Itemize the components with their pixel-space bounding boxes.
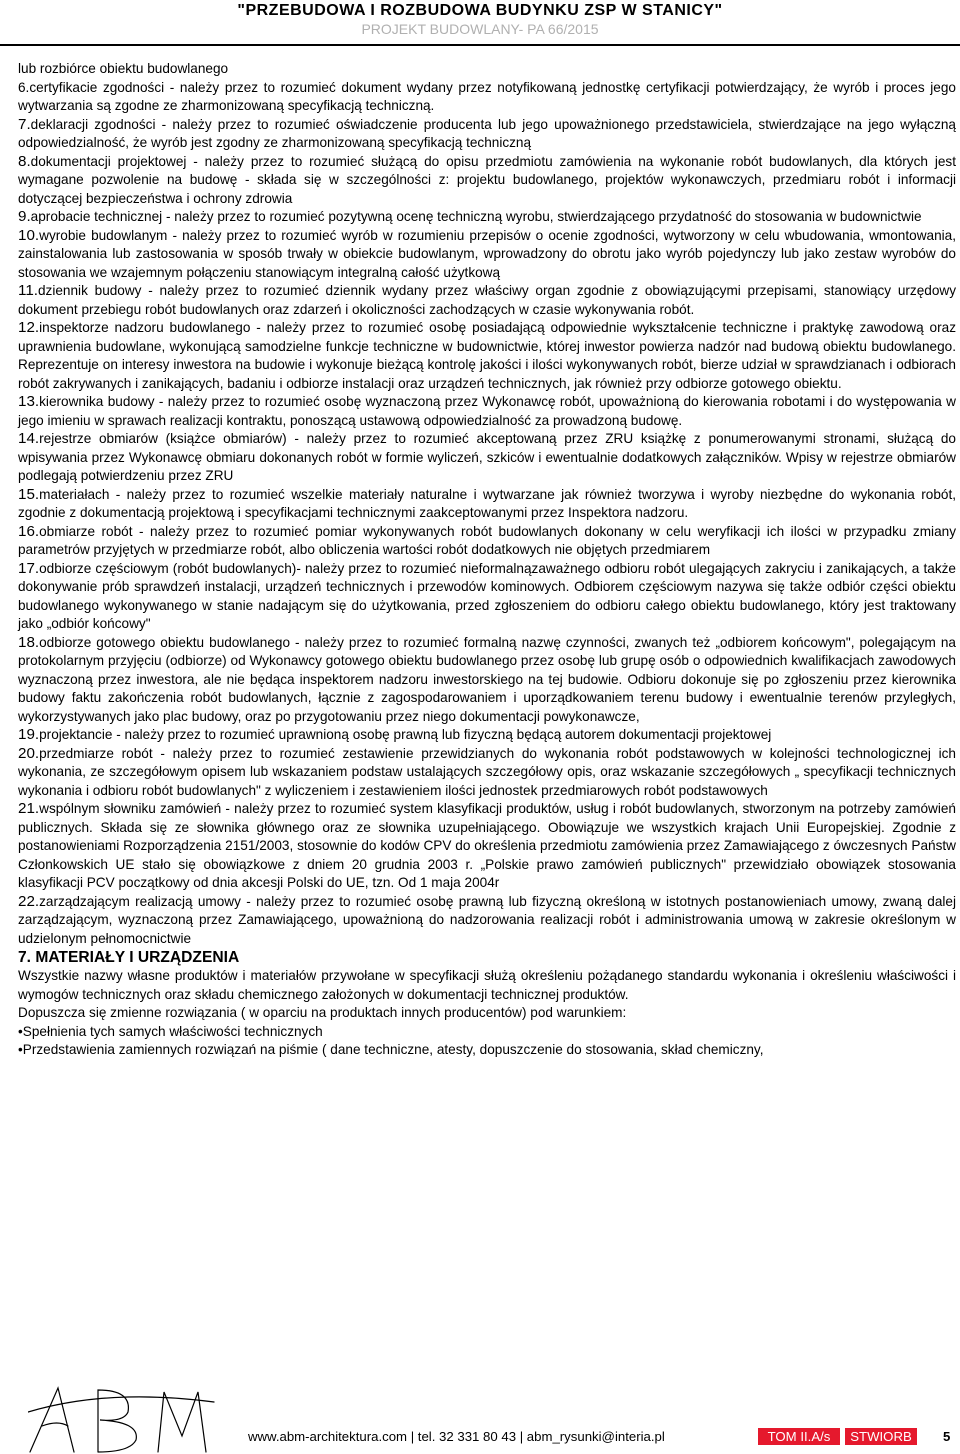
definition-item (18, 208, 956, 227)
definition-text: odbiorze gotowego obiektu budowlanego - należy przez to rozumieć formalną nazwę czynności, zwanych też „odbiorem końcowym", polegającym na protokolarnym przyjęciu (odbiorze) od Wykonawcy gotowego obiektu budowlanego przez osobę lub grupę osób o odpowiednich kwalifikacjach zawodowych wyznaczoną przez inwestora, ale nie będąca inspektorem nadzoru inwestorskiego na tej budowie. Odbioru dokonuje się po zgłoszeniu przez kierownika budowy faktu zakończenia robót budowlanych, łącznie z zagospodarowaniem i uporządkowaniem terenu budowy i ewentualnie terenów przyległych, wykorzystywanych jako plac budowy, oraz po przygotowaniu przez niego dokumentacji powykonawcze, (18, 634, 956, 724)
definition-number: 14. (18, 430, 40, 447)
bullet-item-1 (18, 1023, 956, 1042)
definition-text: projektancie - należy przez to rozumieć uprawnioną osobę prawną lub fizyczną będącą autorem dokumentacji projektowej (39, 727, 772, 742)
definition-text: kierownika budowy - należy przez to rozumieć osobę wyznaczoną przez Wykonawcę robót, upoważnioną do kierowania robotami i do występowania w jego imieniu w sprawach realizacji kontraktu, ponoszącą ustawową odpowiedzialność za prowadzoną budowę. (18, 394, 956, 428)
definition-item (18, 745, 956, 801)
definition-number: 6. (18, 79, 30, 95)
volume-tag: TOM II.A/s (758, 1428, 840, 1445)
definition-text: obmiarze robót - należy przez to rozumieć pomiar wykonywanych robót budowlanych dokonany w celu weryfikacji ich ilości w przypadku zmiany parametrów przyjętych w przedmiarze robót, albo obliczenia wartości robót dodatkowych nie objętych przedmiarem (18, 523, 956, 557)
definition-item (18, 486, 956, 523)
definition-number: 20. (18, 744, 40, 762)
definition-item (18, 800, 956, 893)
definition-number: 21. (18, 800, 40, 817)
definitions-list (18, 79, 956, 949)
document-body (18, 60, 956, 1060)
definition-number: 18. (18, 633, 40, 651)
definition-text: wyrobie budowlanym - należy przez to rozumieć wyrób w rozumieniu przepisów o ocenie zgodności, wytworzony w celu wbudowania, wmontowania, zainstalowania lub zastosowania w sposób trwały w obiekcie budowlanym, wprowadzony do obrotu jako wyrób pojedynczy lub jako zestaw wyrobów do stosowania we wzajemnym połączeniu stanowiącym integralną całość użytkową (18, 227, 956, 280)
definition-text: przedmiarze robót - należy przez to rozumieć zestawienie przewidzianych do wykonania robót podstawowych w kolejności technologicznej ich wykonania, ze szczegółowym opisem lub wskazaniem podstaw ustalających szczegółowy opis, oraz wskazanie szczegółowych „ specyfikacji technicznych wykonania i odbioru robót budowlanych" z wyliczeniem i zestawieniem ilości jednostek przedmiarowych robót podstawowych (18, 745, 956, 798)
definition-number: 16. (18, 522, 40, 540)
section-paragraph-2: Dopuszcza się zmienne rozwiązania ( w oparciu na produktach innych producentów) pod warunkiem: (18, 1005, 627, 1020)
page-header (0, 0, 960, 46)
section-heading: 7. MATERIAŁY I URZĄDZENIA (18, 949, 240, 966)
definition-item (18, 523, 956, 560)
definition-text: aprobacie technicznej - należy przez to rozumieć pozytywną ocenę techniczną wyrobu, stwierdzającego przydatność do stosowania w budownictwie (30, 209, 922, 224)
definition-number: 19. (18, 726, 40, 743)
definition-number: 12. (18, 319, 40, 336)
definition-item (18, 282, 956, 319)
definition-item (18, 560, 956, 634)
definition-number: 9. (18, 208, 31, 225)
document-type-tag: STWIORB (845, 1428, 917, 1445)
page-footer (0, 1378, 960, 1454)
abm-logo-icon (28, 1382, 218, 1454)
definition-number: 15. (18, 485, 40, 503)
definition-text: materiałach - należy przez to rozumieć wszelkie materiały naturalne i wytwarzane jak również tworzywa i wyroby niezbędne do wykonania robót, zgodnie z dokumentacją projektową i specyfikacjami technicznymi zaakceptowanymi przez Inspektora nadzoru. (18, 486, 956, 520)
definition-number: 11. (18, 282, 38, 299)
bullet-item-2 (18, 1041, 956, 1060)
intro-line: lub rozbiórce obiektu budowlanego (18, 61, 229, 76)
definition-text: rejestrze obmiarów (książce obmiarów) - należy przez to rozumieć akceptowaną przez ZRU książkę z ponumerowanymi stronami, służącą do wpisywania przez Wykonawcę obmiaru dokonanych robót w formie wyliczeń, szkiców i ewentualnie dodatkowych załączników. Wpisy w rejestrze obmiarów podlegają potwierdzeniu przez ZRU (18, 431, 956, 483)
definition-number: 7. (18, 115, 31, 133)
definition-number: 13. (18, 393, 40, 410)
definition-item (18, 319, 956, 393)
section-paragraph-1: Wszystkie nazwy własne produktów i materiałów przywołane w specyfikacji służą określeniu pożądanego standardu wykonania i określeniu właściwości i wymogów technicznych oraz składu chemicznego założonych w dokumentacji technicznej produktów. (18, 968, 956, 1002)
bullet-item-text: Spełnienia tych samych właściwości technicznych (22, 1023, 323, 1039)
definition-text: dziennik budowy - należy przez to rozumieć dziennik wydany przez właściwy organ zgodnie z obowiązującymi przepisami, stanowiący urzędowy dokument przebiegu robót budowlanych oraz zdarzeń i okoliczności zachodzących w czasie wykonywania robót. (18, 283, 956, 317)
definition-item (18, 393, 956, 430)
bullet-item-text: Przedstawienia zamiennych rozwiązań na piśmie ( dane techniczne, atesty, dopuszczenie do stosowania, skład chemiczny, (22, 1042, 764, 1057)
definition-item (18, 634, 956, 727)
definition-text: certyfikacie zgodności - należy przez to rozumieć dokument wydany przez notyfikowaną jednostkę certyfikacji potwierdzający, że wyrób i proces jego wytwarzania są zgodne ze zharmonizowaną specyfikacją techniczną. (18, 79, 956, 113)
definition-item (18, 153, 956, 209)
definition-number: 10. (18, 226, 40, 244)
definition-text: dokumentacji projektowej - należy przez to rozumieć służącą do opisu przedmiotu zamówienia na wykonanie robót budowlanych, dla których jest wymagane pozwolenie na budowę - składa się w szczególności z: projektu budowlanego, projektów wykonawczych, przedmiaru robót i informacji dotyczącej bezpieczeństwa i ochrony zdrowia (18, 153, 956, 206)
definition-text: zarządzającym realizacją umowy - należy przez to rozumieć osobę prawną lub fizyczną określoną w istotnych postanowieniach umowy, zwaną dalej zarządzającym, wyznaczoną przez Zamawiającego, upoważnioną do nadzorowania realizacji robót i administrowania umową w zakresie określonym w udzielonym pełnomocnictwie (18, 893, 956, 946)
definition-number: 22. (18, 892, 40, 910)
definition-text: wspólnym słowniku zamówień - należy przez to rozumieć system klasyfikacji produktów, usług i robót budowlanych, stworzonym na potrzeby zamówień publicznych. Składa się ze słownika głównego oraz ze słownika uzupełniającego. Obowiązuje we wszystkich krajach Unii Europejskiej. Zgodnie z postanowieniami Rozporządzenia 2151/2003, stosownie do kodów CPV do określenia przedmiotu zamówienia przez Zamawiającego z ówczesnych Państw Członkowskich UE stało się obowiązkowe z dniem 20 grudnia 2003 r. „Polskie prawo zamówień publicznych" przewidziało obowiązek stosowania klasyfikacji PCV początkowy od dnia akcesji Polski do UE, tzn. Od 1 maja 2004r (18, 801, 956, 890)
definition-item (18, 116, 956, 153)
definition-number: 8. (18, 152, 31, 170)
definition-text: deklaracji zgodności - należy przez to rozumieć oświadczenie producenta lub jego upoważnionego przedstawiciela, stwierdzające na jego wyłączną odpowiedzialność, że wyrób jest zgodny ze zharmonizowaną specyfikacją techniczną (18, 116, 956, 150)
definition-item (18, 430, 956, 486)
definition-number: 17. (18, 559, 40, 577)
definition-text: odbiorze częściowym (robót budowlanych)- należy przez to rozumieć nieformalnązaważnego odbioru robót ulegających zakryciu i zanikających, a także dokonywanie prób sprawdzeń instalacji, urządzeń technicznych i przewodów kominowych. Odbiorem częściowym nazywa się także odbiór części obiektu budowlanego wykonywanego w stanie nadającym się do użytkowania, przed zgłoszeniem do odbioru całego obiektu budowlanego, który jest traktowany jako „odbiór końcowy" (18, 560, 956, 631)
definition-item (18, 227, 956, 283)
page-number: 5 (943, 1429, 951, 1444)
definition-text: inspektorze nadzoru budowlanego - należy przez to rozumieć osobę posiadającą odpowiednie wykształcenie techniczne i praktykę zawodową oraz uprawnienia budowlane, wykonującą samodzielne funkcje techniczne w budownictwie, której inwestor powierza nadzór nad budową obiektu budowlanego. Reprezentuje on interesy inwestora na budowie i wykonuje bieżącą kontrolę jakości i ilości wykonywanych robót, bierze udział w sprawdzianach i odbiorach robót zakrywanych i zanikających, badaniu i odbiorze instalacji oraz urządzeń technicznych, jak również przy odbiorze gotowego obiektu. (18, 320, 956, 391)
definition-item (18, 79, 956, 116)
definition-item (18, 893, 956, 949)
project-title: "PRZEBUDOWA I ROZBUDOWA BUDYNKU ZSP W STANICY" (237, 2, 723, 19)
definition-item (18, 726, 956, 745)
footer-contact: www.abm-architektura.com | tel. 32 331 80 43 | abm_rysunki@interia.pl (248, 1429, 665, 1444)
project-subtitle: PROJEKT BUDOWLANY- PA 66/2015 (361, 21, 599, 37)
